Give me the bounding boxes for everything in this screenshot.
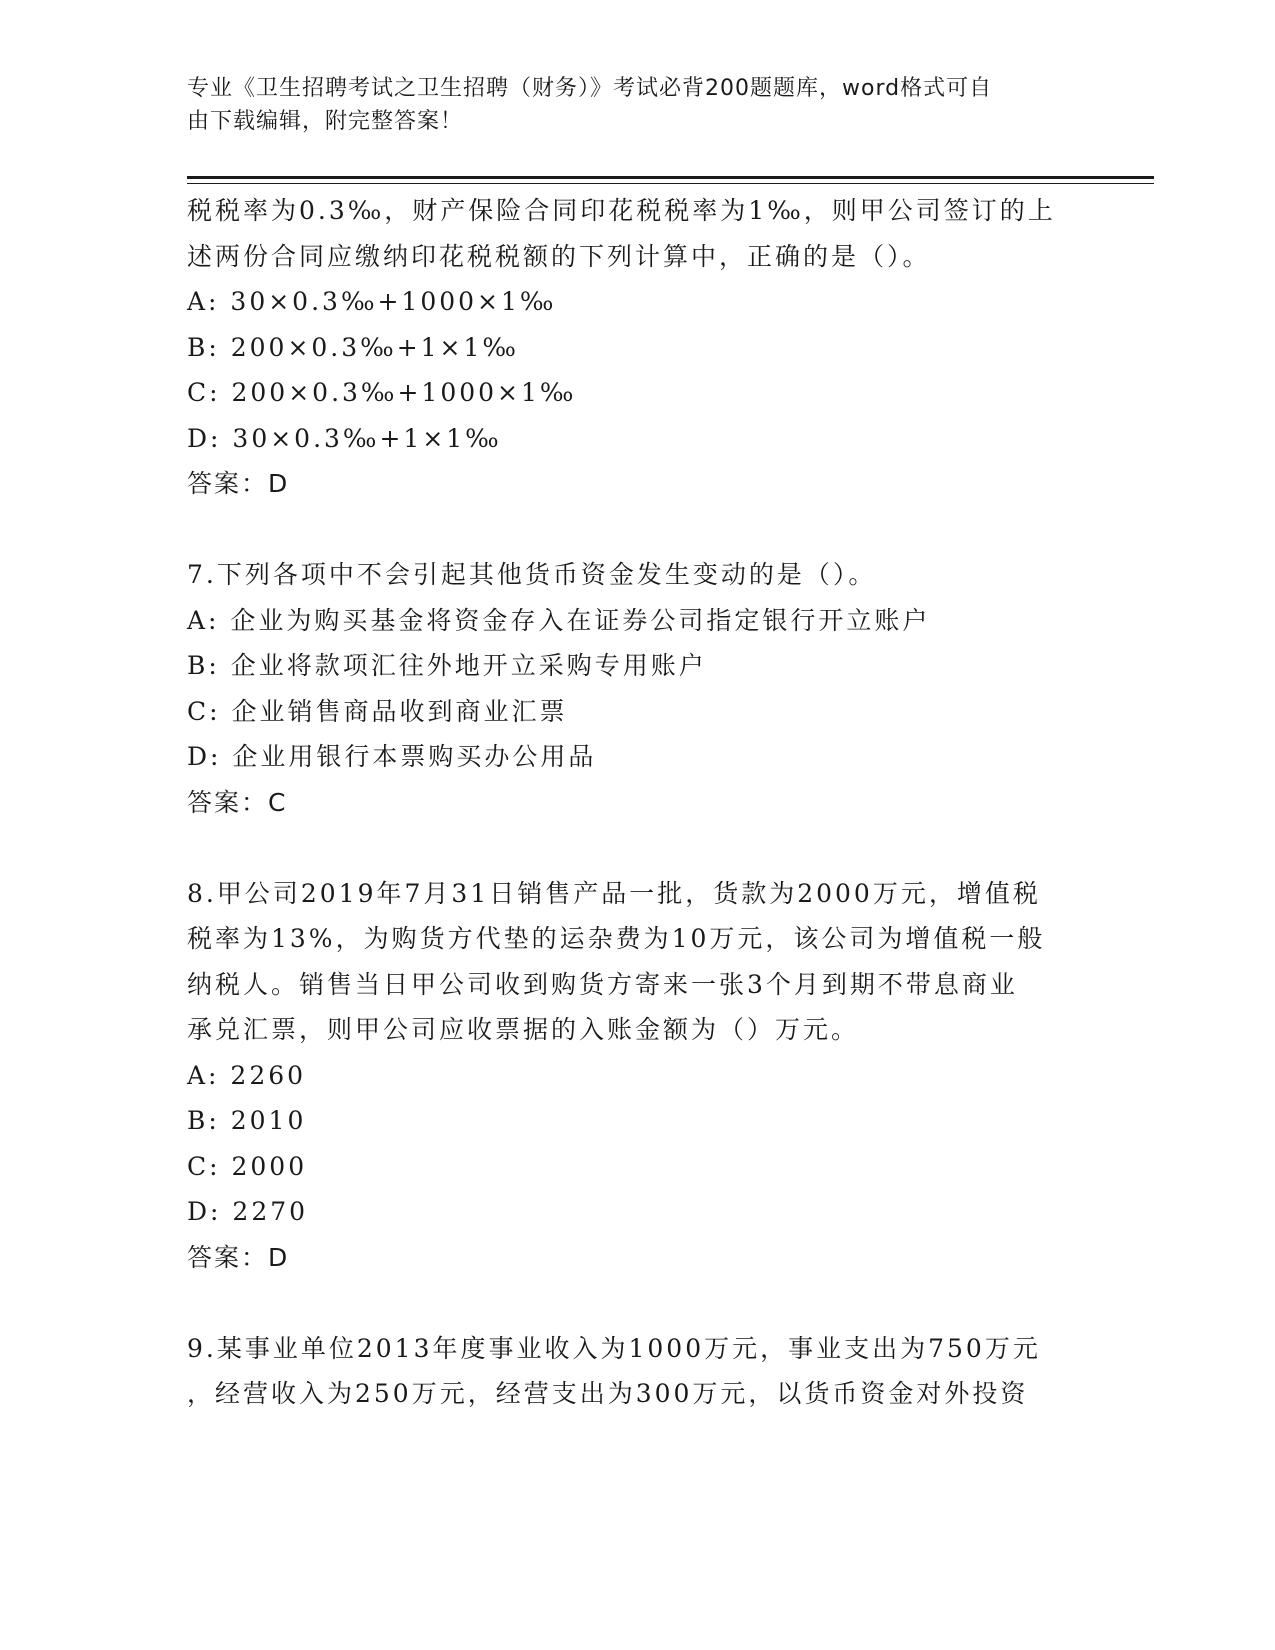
question-9 (187, 1326, 1087, 1417)
option-d: D: 2270 (187, 1197, 309, 1226)
option-c: C: 200×0.3‰+1000×1‰ (187, 378, 577, 407)
answer: 答案：C (187, 787, 288, 817)
option-d: D: 30×0.3‰+1×1‰ (187, 423, 502, 453)
option-c: C: 企业销售商品收到商业汇票 (187, 696, 568, 726)
question-text: 税税率为0.3‰，财产保险合同印花税税率为1‰，则甲公司签订的上 (187, 196, 1056, 225)
question-7 (187, 552, 1087, 825)
option-a: A: 企业为购买基金将资金存入在证券公司指定银行开立账户 (187, 605, 931, 635)
question-6 (187, 188, 1087, 507)
question-text: 述两份合同应缴纳印花税税额的下列计算中，正确的是（）。 (187, 241, 931, 271)
answer: 答案：D (187, 469, 290, 498)
question-text: 7.下列各项中不会引起其他货币资金发生变动的是（）。 (187, 560, 877, 589)
option-a: A: 30×0.3‰+1000×1‰ (187, 287, 557, 316)
spacer (187, 507, 1087, 553)
document-header (187, 72, 1067, 138)
option-b: B: 2010 (187, 1106, 307, 1135)
header-divider-thick (187, 176, 1154, 179)
question-text: 承兑汇票，则甲公司应收票据的入账金额为（）万元。 (187, 1015, 860, 1044)
spacer (187, 1280, 1087, 1326)
question-text: 税率为13%，为购货方代垫的运杂费为10万元，该公司为增值税一般 (187, 924, 1046, 953)
option-a: A: 2260 (187, 1060, 307, 1090)
option-b: B: 企业将款项汇往外地开立采购专用账户 (187, 651, 707, 680)
header-line-1: 专业《卫生招聘考试之卫生招聘（财务）》考试必背200题题库，word格式可自 (187, 76, 993, 101)
spacer (187, 825, 1087, 871)
option-b: B: 200×0.3‰+1×1‰ (187, 332, 519, 362)
option-c: C: 2000 (187, 1151, 308, 1181)
question-text: 9.某事业单位2013年度事业收入为1000万元，事业支出为750万元 (187, 1333, 1041, 1363)
question-text: 8.甲公司2019年7月31日销售产品一批，货款为2000万元，增值税 (187, 878, 1041, 908)
header-divider-thin (187, 183, 1154, 184)
answer: 答案：D (187, 1242, 290, 1272)
question-text: ，经营收入为250万元，经营支出为300万元，以货币资金对外投资 (187, 1379, 1029, 1408)
question-8 (187, 871, 1087, 1281)
question-text: 纳税人。销售当日甲公司收到购货方寄来一张3个月到期不带息商业 (187, 969, 1018, 999)
option-d: D: 企业用银行本票购买办公用品 (187, 742, 597, 771)
header-line-2: 由下载编辑，附完整答案！ (187, 109, 464, 134)
document-body (187, 188, 1087, 1417)
